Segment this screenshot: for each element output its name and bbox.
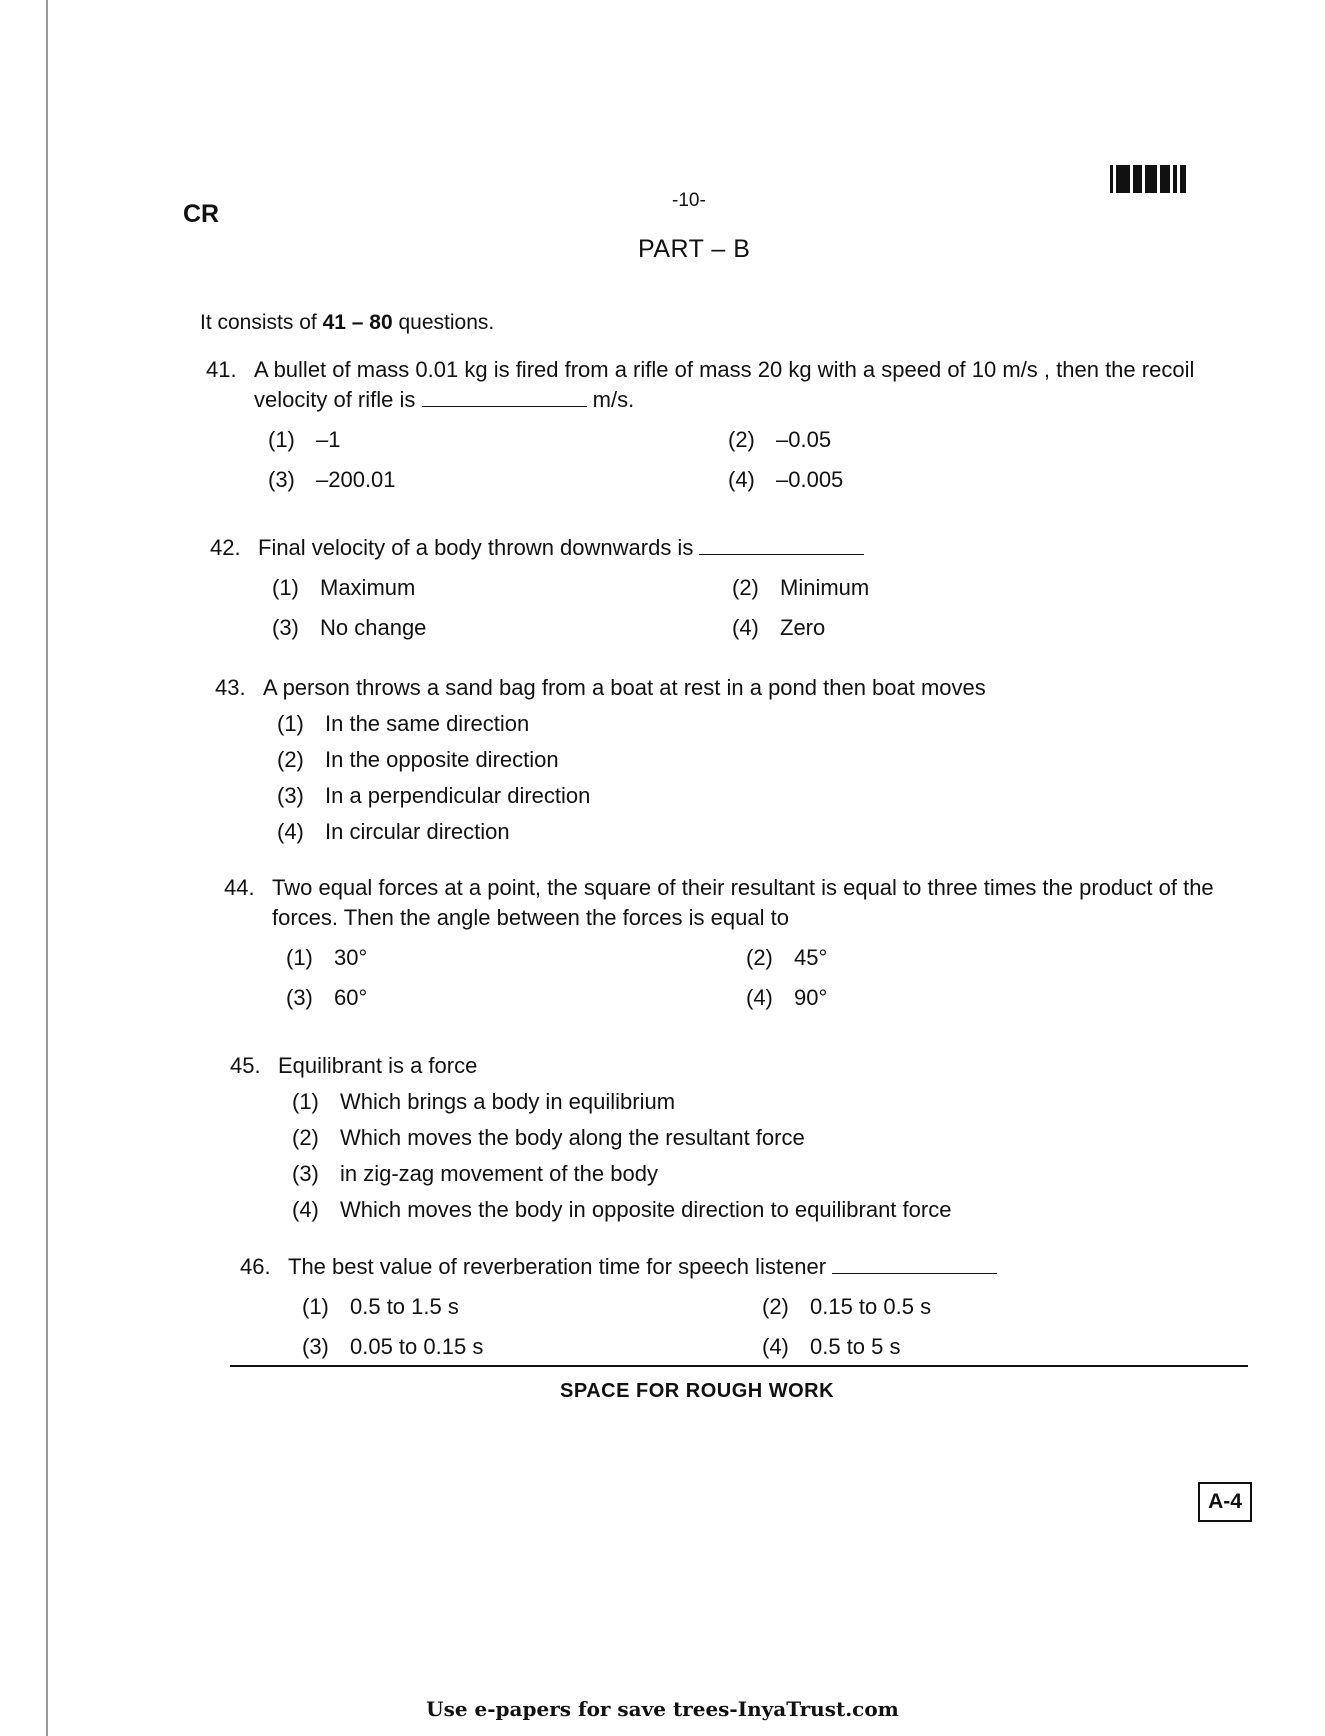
question-44 [224, 873, 1214, 1013]
page-number: -10- [672, 190, 706, 211]
question-42 [210, 533, 1210, 643]
page-edge-line [46, 0, 48, 1736]
intro-prefix: It consists of [200, 311, 317, 334]
option-1: (1) Maximum [272, 575, 416, 600]
question-text: A bullet of mass 0.01 kg is fired from a rifle of mass 20 kg with a speed of 10 m/s , then the recoil velocity of rifle is m/s. [254, 357, 1195, 412]
part-title: PART – B [638, 235, 751, 263]
option-4: (4) –0.005 [728, 467, 844, 492]
answer-blank [699, 534, 864, 555]
option-4: (4) Zero [732, 615, 826, 640]
question-number: 46. [240, 1254, 271, 1279]
option-1: (1) In the same direction [277, 711, 530, 736]
option-2: (2) 45° [746, 945, 828, 970]
answer-blank [422, 386, 587, 407]
question-number: 41. [206, 357, 237, 382]
intro-suffix: questions. [398, 311, 495, 334]
question-number: 43. [215, 675, 246, 700]
option-1: (1) –1 [268, 427, 341, 452]
question-text: Final velocity of a body thrown downwards is [258, 533, 1210, 563]
intro-range: 41 – 80 [322, 311, 393, 334]
option-3: (3) 0.05 to 0.15 s [302, 1334, 484, 1359]
paper-code: CR [183, 200, 220, 228]
question-text: A person throws a sand bag from a boat at rest in a pond then boat moves [263, 675, 986, 700]
series-code-box: A-4 [1198, 1482, 1252, 1522]
question-43 [215, 673, 1215, 853]
option-2: (2) 0.15 to 0.5 s [762, 1294, 932, 1319]
options-list [292, 1087, 1230, 1225]
options-list [277, 709, 1215, 847]
options-grid [286, 943, 1214, 1013]
question-text: Two equal forces at a point, the square of their resultant is equal to three times the product of the forces. Then the angle between the forces is equal to [272, 875, 1214, 930]
question-41 [206, 355, 1206, 495]
question-text: Equilibrant is a force [278, 1053, 478, 1078]
option-1: (1) 30° [286, 945, 368, 970]
option-2: (2) In the opposite direction [277, 747, 559, 772]
options-grid [272, 573, 1210, 643]
option-2: (2) Which moves the body along the resultant force [292, 1125, 805, 1150]
options-grid [302, 1292, 1230, 1362]
option-2: (2) Minimum [732, 575, 870, 600]
option-4: (4) 90° [746, 985, 828, 1010]
barcode-mark [1110, 165, 1186, 193]
question-number: 44. [224, 875, 255, 900]
option-4: (4) 0.5 to 5 s [762, 1334, 901, 1359]
options-grid [268, 425, 1206, 495]
question-text: The best value of reverberation time for speech listener [288, 1252, 1230, 1282]
answer-blank [832, 1253, 997, 1274]
option-3: (3) 60° [286, 985, 368, 1010]
footer-text: Use e-papers for save trees-InyaTrust.com [426, 1697, 899, 1721]
option-3: (3) in zig-zag movement of the body [292, 1161, 658, 1186]
option-2: (2) –0.05 [728, 427, 832, 452]
option-1: (1) 0.5 to 1.5 s [302, 1294, 459, 1319]
rough-work-divider [230, 1365, 1248, 1367]
option-4: (4) In circular direction [277, 819, 510, 844]
question-45 [230, 1051, 1230, 1231]
option-4: (4) Which moves the body in opposite direction to equilibrant force [292, 1197, 952, 1222]
option-3: (3) In a perpendicular direction [277, 783, 591, 808]
option-3: (3) No change [272, 615, 427, 640]
option-3: (3) –200.01 [268, 467, 396, 492]
rough-work-label: SPACE FOR ROUGH WORK [560, 1380, 835, 1402]
option-1: (1) Which brings a body in equilibrium [292, 1089, 676, 1114]
question-number: 42. [210, 535, 241, 560]
question-number: 45. [230, 1053, 261, 1078]
question-46 [240, 1252, 1230, 1362]
intro-line [200, 311, 494, 335]
